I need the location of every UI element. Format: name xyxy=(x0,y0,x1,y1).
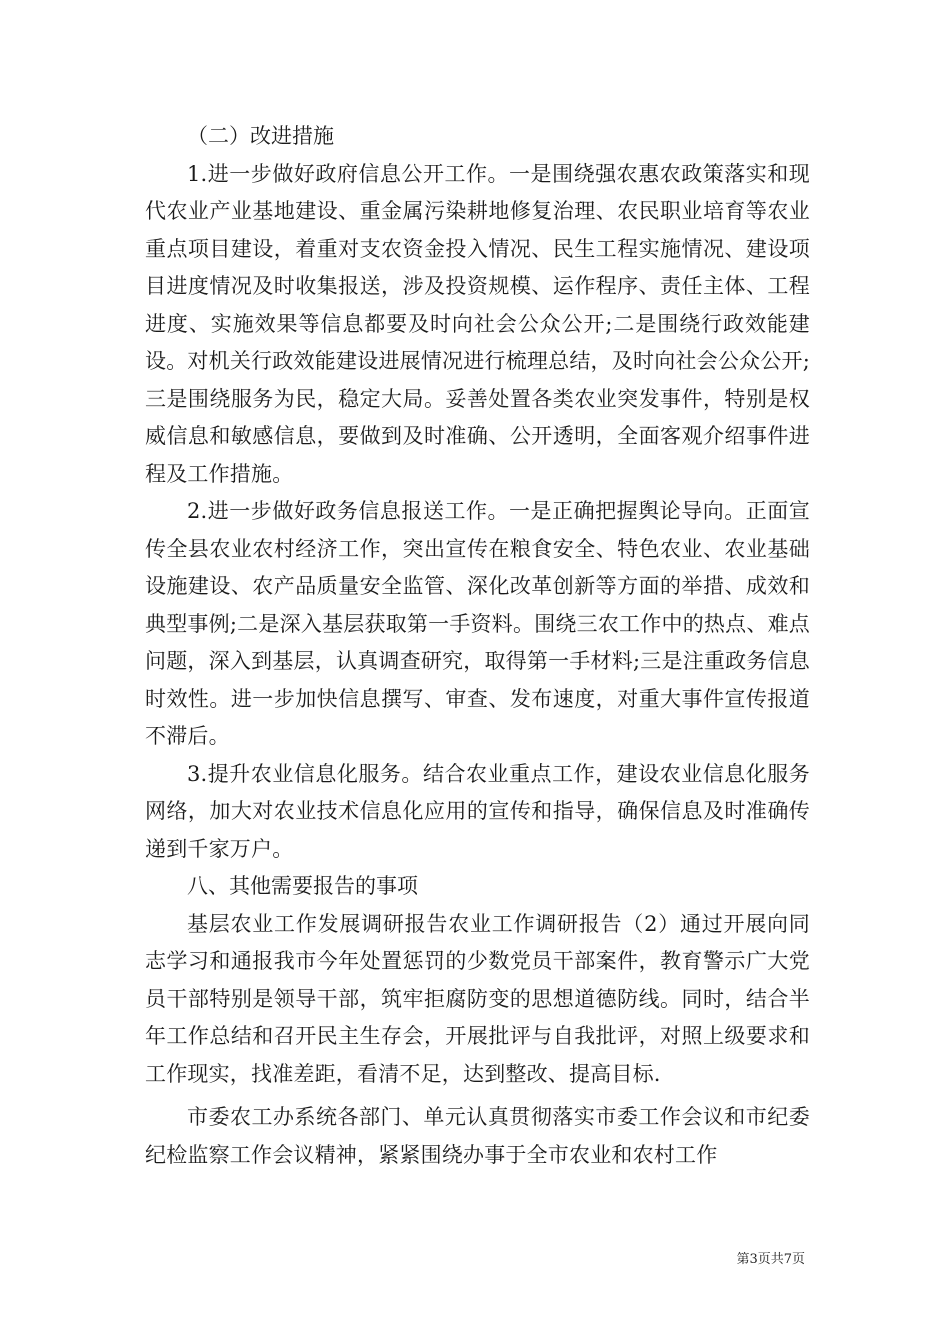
paragraph-2: 2.进一步做好政务信息报送工作。一是正确把握舆论导向。正面宣传全县农业农村经济工作，突出宣传在粮食安全、特色农业、农业基础设施建设、农产品质量安全监管、深化改革创新等方面的举措、成效和典型事例;二是深入基层获取第一手资料。围绕三农工作中的热点、难点问题，深入到基层，认真调查研究，取得第一手材料;三是注重政务信息时效性。进一步加快信息撰写、审查、发布速度，对重大事件宣传报道不滞后。 xyxy=(145,499,810,748)
paragraph-1: 1.进一步做好政府信息公开工作。一是围绕强农惠农政策落实和现代农业产业基地建设、重金属污染耕地修复治理、农民职业培育等农业重点项目建设，着重对支农资金投入情况、民生工程实施情况、建设项目进度情况及时收集报送，涉及投资规模、运作程序、责任主体、工程进度、实施效果等信息都要及时向社会公众公开;二是围绕行政效能建设。对机关行政效能建设进展情况进行梳理总结，及时向社会公众公开;三是围绕服务为民，稳定大局。妥善处置各类农业突发事件，特别是权威信息和敏感信息，要做到及时准确、公开透明，全面客观介绍事件进程及工作措施。 xyxy=(145,161,810,486)
section-heading-improvement-measures: （二）改进措施 xyxy=(187,124,334,148)
paragraph-4: 基层农业工作发展调研报告农业工作调研报告（2）通过开展向同志学习和通报我市今年处置惩罚的少数党员干部案件，教育警示广大党员干部特别是领导干部，筑牢拒腐防变的思想道德防线。同时，结合半年工作总结和召开民主生存会，开展批评与自我批评，对照上级要求和工作现实，找准差距，看清不足，达到整改、提高目标. xyxy=(145,911,810,1086)
page-number-footer: 第3页共7页 xyxy=(736,1252,805,1267)
section-heading-other-matters: 八、其他需要报告的事项 xyxy=(187,874,418,898)
paragraph-5: 市委农工办系统各部门、单元认真贯彻落实市委工作会议和市纪委纪检监察工作会议精神，紧紧围绕办事于全市农业和农村工作 xyxy=(145,1105,810,1167)
paragraph-3: 3.提升农业信息化服务。结合农业重点工作，建设农业信息化服务网络，加大对农业技术信息化应用的宣传和指导，确保信息及时准确传递到千家万户。 xyxy=(145,761,810,861)
document-body xyxy=(145,118,810,1174)
